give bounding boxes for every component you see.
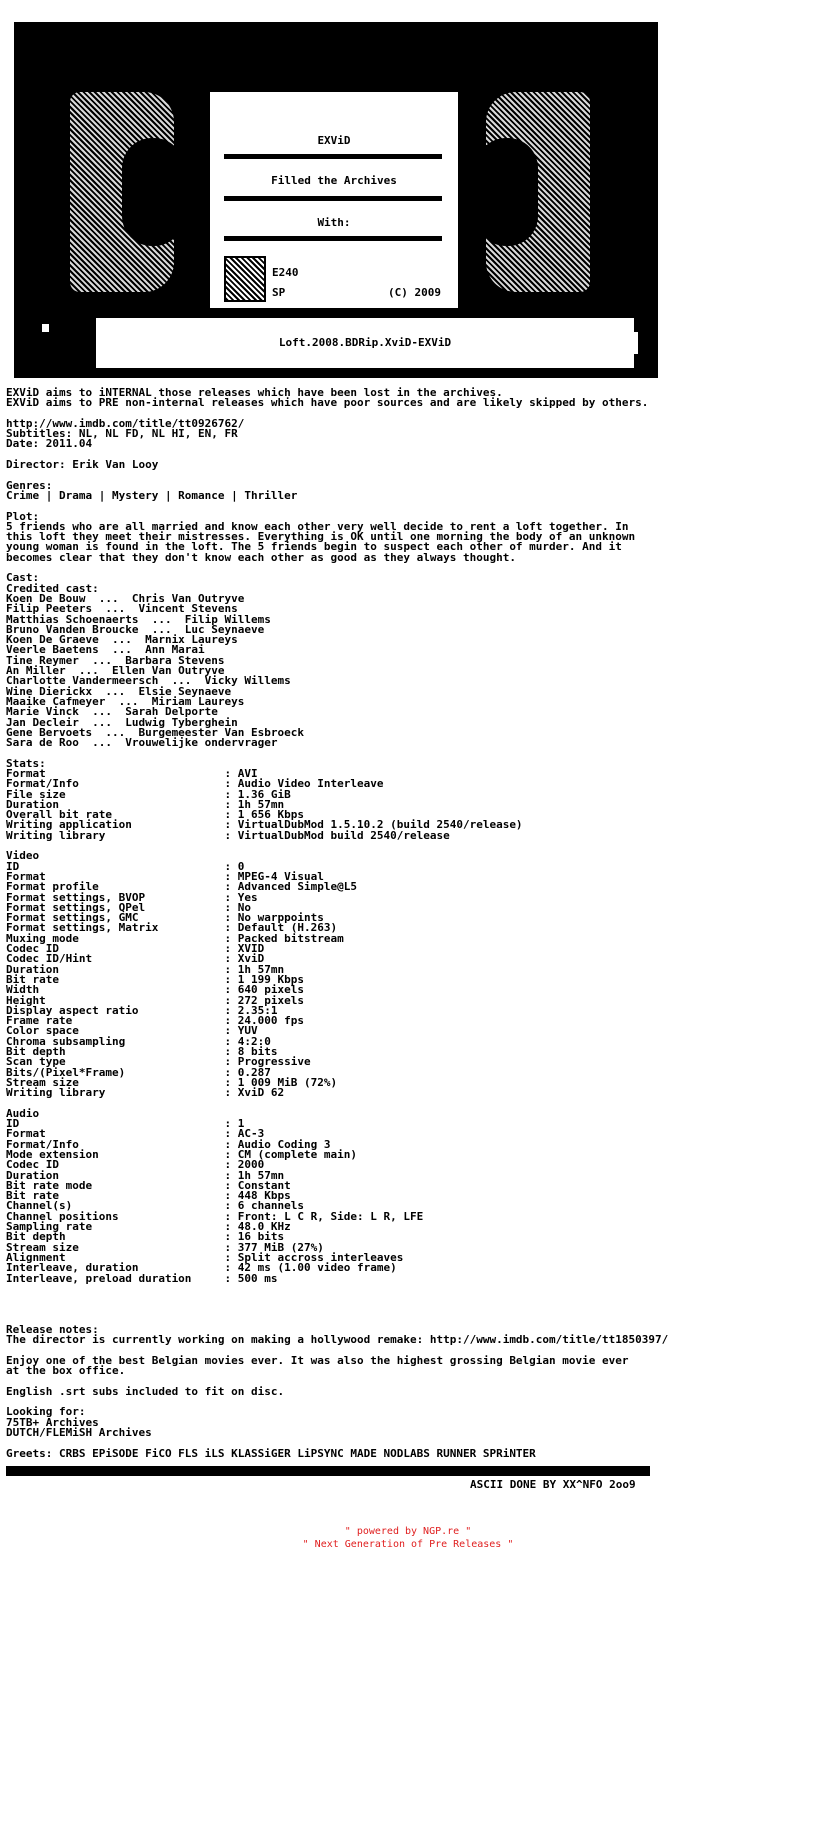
nfo-line: Charlotte Vandermeersch ... Vicky Willems [6, 674, 291, 688]
nfo-line: Greets: CRBS EPiSODE FiCO FLS iLS KLASSiGER LiPSYNC MADE NODLABS RUNNER SPRiNTER [6, 1446, 536, 1460]
nfo-line: Display aspect ratio : 2.35:1 [6, 1003, 278, 1017]
tagline: Filled the Archives [271, 174, 397, 187]
nfo-line: Scan type : Progressive [6, 1055, 311, 1069]
nfo-line: Stream size : 377 MiB (27%) [6, 1240, 324, 1254]
nfo-line: An Miller ... Ellen Van Outryve [6, 664, 225, 678]
nfo-text-body [6, 388, 806, 1459]
nfo-line: Format settings, BVOP : Yes [6, 890, 258, 904]
nfo-line: Bit rate : 1 199 Kbps [6, 972, 305, 986]
nfo-line: Format profile : Advanced Simple@L5 [6, 880, 357, 894]
nfo-line: EXViD aims to iNTERNAL those releases which have been lost in the archives. [6, 386, 503, 399]
tape-window [96, 318, 634, 368]
nfo-line: The director is currently working on making a hollywood remake: http://www.imdb.com/title/tt1850397/ [6, 1333, 669, 1347]
nfo-line: Color space : YUV [6, 1024, 258, 1038]
nfo-line: File size : 1.36 GiB [6, 787, 291, 801]
label-rule-2 [224, 196, 442, 201]
nfo-line: Codec ID/Hint : XviD [6, 952, 265, 966]
nfo-line: Crime | Drama | Mystery | Romance | Thriller [6, 488, 298, 502]
nfo-line: Bruno Vanden Broucke ... Luc Seynaeve [6, 622, 265, 636]
tape-dot-icon [42, 324, 49, 332]
nfo-line: Credited cast: [6, 581, 99, 595]
ngp-tagline: " Next Generation of Pre Releases " [302, 1539, 514, 1550]
nfo-line: this loft they meet their mistresses. Everything is OK until one morning the body of an unknown [6, 530, 636, 544]
footer-divider-bar [6, 1466, 650, 1476]
nfo-line: Release notes: [6, 1323, 99, 1337]
nfo-line: Height : 272 pixels [6, 993, 305, 1007]
nfo-line: Channel(s) : 6 channels [6, 1199, 305, 1213]
nfo-line: Sara de Roo ... Vrouwelijke ondervrager [6, 736, 278, 750]
nfo-line: Bits/(Pixel*Frame) : 0.287 [6, 1065, 271, 1079]
nfo-line: Filip Peeters ... Vincent Stevens [6, 602, 238, 616]
nfo-line: Bit rate : 448 Kbps [6, 1189, 291, 1203]
nfo-line: Writing library : VirtualDubMod build 2540/release [6, 828, 450, 842]
left-reel-art [70, 92, 174, 292]
ascii-credit: ASCII DONE BY XX^NFO 2oo9 [470, 1478, 636, 1491]
nfo-line: Enjoy one of the best Belgian movies ever. It was also the highest grossing Belgian movie ever [6, 1353, 629, 1367]
nfo-line: Format settings, GMC : No warppoints [6, 911, 324, 925]
nfo-line: Maaike Cafmeyer ... Miriam Laureys [6, 694, 245, 708]
nfo-line: Format : MPEG-4 Visual [6, 869, 324, 883]
nfo-line: Duration : 1h 57mn [6, 797, 285, 811]
nfo-line: Subtitles: NL, NL FD, NL HI, EN, FR [6, 427, 238, 441]
nfo-line: Audio [6, 1106, 40, 1120]
right-reel-art [486, 92, 590, 292]
powered-by-line: " powered by NGP.re " [344, 1526, 472, 1537]
nfo-line: Interleave, duration : 42 ms (1.00 video frame) [6, 1261, 397, 1275]
nfo-line: Genres: [6, 478, 53, 492]
nfo-line: young woman is found in the loft. The 5 friends begin to suspect each other of murder. And it [6, 540, 622, 554]
nfo-line: Frame rate : 24.000 fps [6, 1014, 305, 1028]
nfo-line: becomes clear that they don't know each other as good as they always thought. [6, 550, 516, 564]
label-rule-3 [224, 236, 442, 241]
nfo-line: Width : 640 pixels [6, 983, 305, 997]
nfo-line: Mode extension : CM (complete main) [6, 1147, 357, 1161]
nfo-line: Matthias Schoenaerts ... Filip Willems [6, 612, 271, 626]
nfo-line: Alignment : Split accross interleaves [6, 1250, 404, 1264]
copyright: (C) 2009 [388, 286, 441, 299]
tape-code: E240 [272, 266, 299, 279]
nfo-line: Jan Decleir ... Ludwig Tyberghein [6, 715, 238, 729]
nfo-line: Channel positions : Front: L C R, Side: L R, LFE [6, 1209, 424, 1223]
nfo-line: Marie Vinck ... Sarah Delporte [6, 705, 218, 719]
with-label: With: [317, 216, 351, 229]
nfo-line: Format : AVI [6, 766, 258, 780]
nfo-line: Veerle Baetens ... Ann Marai [6, 643, 205, 657]
nfo-line: Codec ID : 2000 [6, 1158, 265, 1172]
nfo-line: Bit depth : 8 bits [6, 1045, 278, 1058]
nfo-line: http://www.imdb.com/title/tt0926762/ [6, 416, 245, 430]
nfo-line: Director: Erik Van Looy [6, 458, 159, 472]
nfo-line: Writing library : XviD 62 [6, 1086, 285, 1100]
nfo-line: Wine Dierickx ... Elsie Seynaeve [6, 684, 232, 698]
nfo-line: Stats: [6, 756, 46, 770]
nfo-line: Duration : 1h 57mn [6, 962, 285, 976]
nfo-line: Codec ID : XVID [6, 942, 265, 956]
nfo-line: Overall bit rate : 1 656 Kbps [6, 808, 305, 822]
nfo-line: Format settings, QPel : No [6, 900, 252, 914]
nfo-line: 5 friends who are all married and know each other very well decide to rent a loft together. In [6, 519, 629, 533]
cassette-label [210, 92, 458, 308]
nfo-line: Tine Reymer ... Barbara Stevens [6, 653, 225, 667]
nfo-line: Koen De Graeve ... Marnix Laureys [6, 633, 238, 647]
group-name: EXViD [317, 134, 351, 147]
nfo-line: Duration : 1h 57mn [6, 1168, 285, 1182]
vhs-cassette-banner [14, 22, 658, 378]
nfo-line: Koen De Bouw ... Chris Van Outryve [6, 591, 245, 605]
nfo-line: Sampling rate : 48.0 KHz [6, 1220, 291, 1234]
nfo-line: EXViD aims to PRE non-internal releases which have poor sources and are likely skipped by others. [6, 396, 649, 410]
logo-pattern-icon [224, 256, 266, 302]
nfo-line: Format : AC-3 [6, 1127, 265, 1141]
nfo-line: DUTCH/FLEMiSH Archives [6, 1425, 152, 1439]
nfo-line: Plot: [6, 509, 40, 523]
nfo-line: Writing application : VirtualDubMod 1.5.10.2 (build 2540/release) [6, 818, 523, 832]
nfo-line: ID : 1 [6, 1117, 245, 1131]
nfo-line: Format/Info : Audio Coding 3 [6, 1137, 331, 1151]
nfo-line: Looking for: [6, 1405, 86, 1419]
tape-speed: SP [272, 286, 286, 299]
nfo-line: Cast: [6, 571, 40, 585]
nfo-line: Chroma subsampling : 4:2:0 [6, 1034, 271, 1048]
label-rule-1 [224, 154, 442, 159]
nfo-line: Format settings, Matrix : Default (H.263) [6, 921, 338, 935]
nfo-line: ID : 0 [6, 859, 245, 873]
nfo-line: Bit depth : 16 bits [6, 1230, 285, 1244]
nfo-line: Format/Info : Audio Video Interleave [6, 777, 384, 791]
nfo-line: Bit rate mode : Constant [6, 1178, 291, 1192]
nfo-line: Interleave, preload duration : 500 ms [6, 1271, 278, 1285]
nfo-line: Date: 2011.04 [6, 437, 93, 451]
tape-notch [630, 332, 638, 354]
release-name: Loft.2008.BDRip.XviD-EXViD [278, 336, 452, 349]
nfo-line: Muxing mode : Packed bitstream [6, 931, 344, 945]
nfo-line: Stream size : 1 009 MiB (72%) [6, 1075, 338, 1089]
nfo-line: Gene Bervoets ... Burgemeester Van Esbroeck [6, 725, 305, 739]
nfo-line: English .srt subs included to fit on disc. [6, 1384, 285, 1398]
nfo-line: at the box office. [6, 1364, 126, 1378]
nfo-line: 75TB+ Archives [6, 1415, 99, 1429]
nfo-line: Video [6, 849, 40, 863]
